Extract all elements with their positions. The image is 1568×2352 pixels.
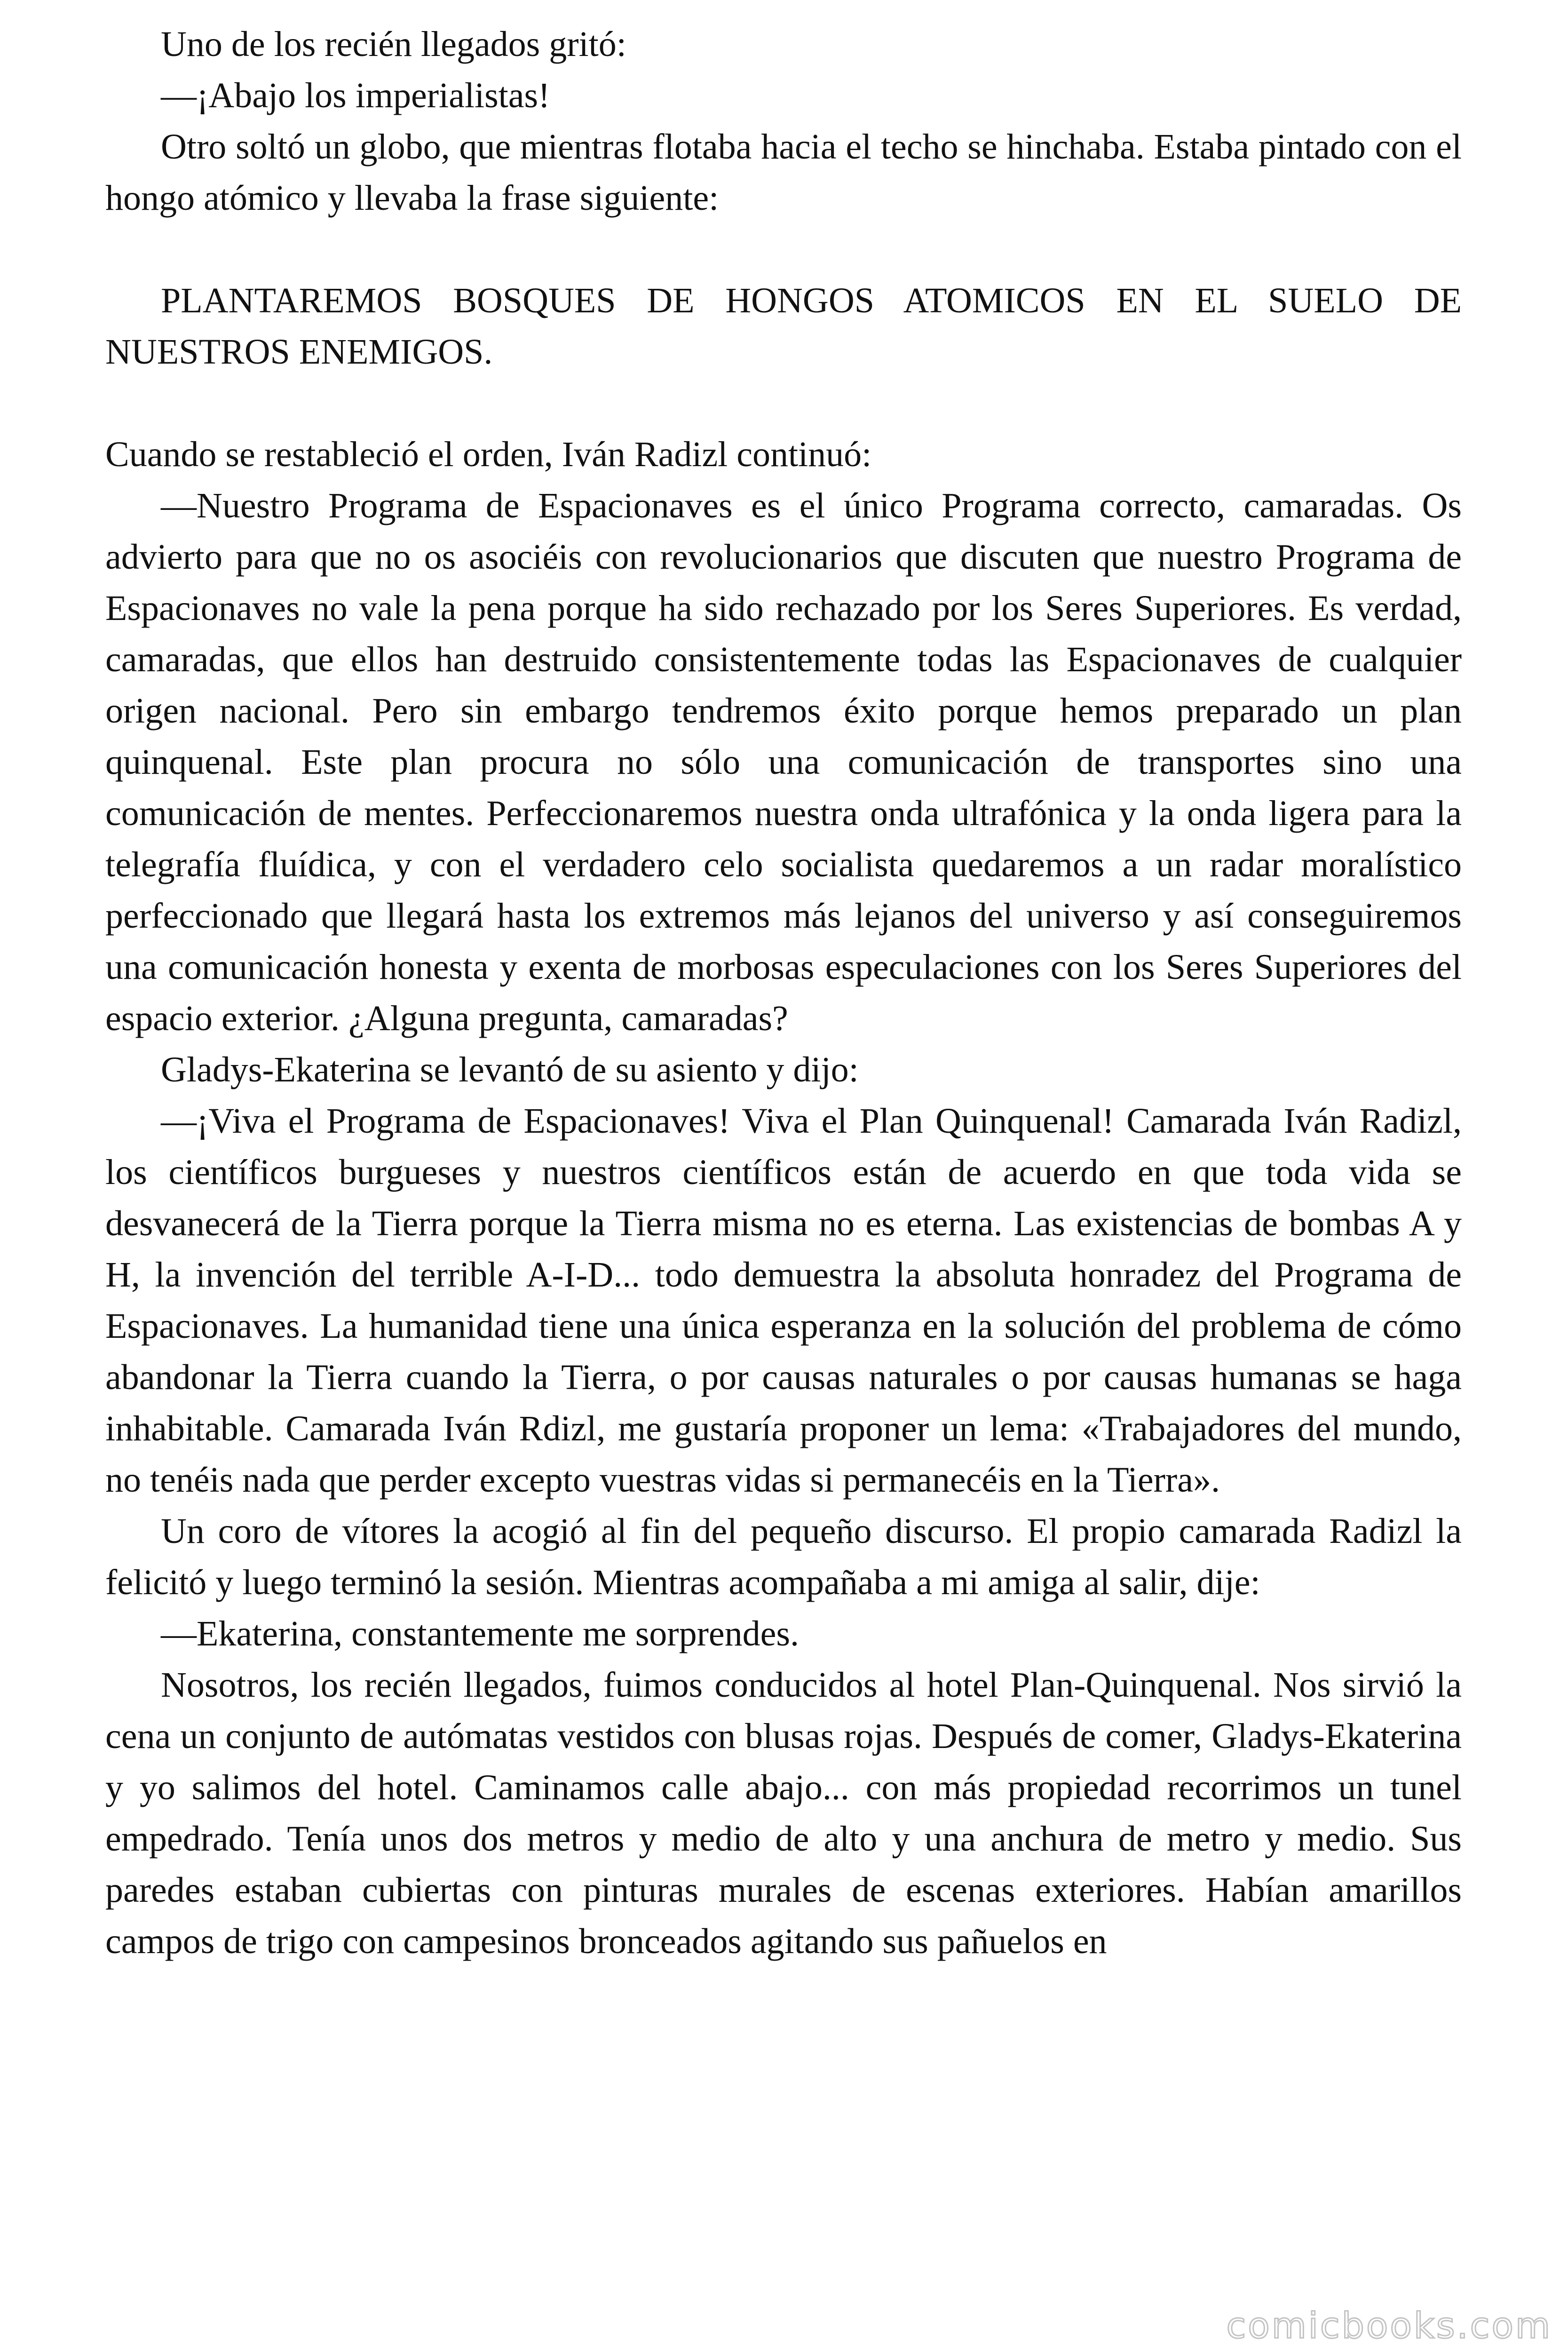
paragraph-hotel: Nosotros, los recién llegados, fuimos conducidos al hotel Plan-Quinquenal. Nos sirvió la cena un conjunto de autómatas vestidos con blusas rojas. Después de comer, Gladys-Ekaterina y yo salimos del hotel. Caminamos calle abajo... con más propiedad recorrimos un tunel empedrado. Tenía unos dos metros y medio de alto y una anchura de metro y medio. Sus paredes estaban cubiertas con pinturas murales de escenas exteriores. Habían amarillos campos de trigo con campesinos bronceados agitando sus pañuelos en bbox=[105, 1665, 1462, 1961]
paragraph-shout-intro: Uno de los recién llegados gritó: bbox=[161, 24, 626, 64]
paragraph-surprise: —Ekaterina, constantemente me sorprendes. bbox=[161, 1614, 799, 1653]
paragraph-gladys-stands: Gladys-Ekaterina se levantó de su asiento y dijo: bbox=[161, 1050, 859, 1089]
paragraph-cheers: Un coro de vítores la acogió al fin del pequeño discurso. El propio camarada Radizl la felicitó y luego terminó la sesión. Mientras acompañaba a mi amiga al salir, dije: bbox=[105, 1511, 1462, 1602]
book-page bbox=[105, 19, 1462, 1967]
balloon-slogan: PLANTAREMOS BOSQUES DE HONGOS ATOMICOS EN EL SUELO DE NUESTROS ENEMIGOS. bbox=[105, 281, 1462, 372]
site-watermark: comicbooks.com bbox=[1226, 2304, 1552, 2346]
paragraph-radizl-speech: —Nuestro Programa de Espacionaves es el único Programa correcto, camaradas. Os advierto para que no os asociéis con revolucionarios que discuten que nuestro Programa de Espacionaves no vale la pena porque ha sido rechazado por los Seres Superiores. Es verdad, camaradas, que ellos han destruido consistentemente todas las Espacionaves de cualquier origen nacional. Pero sin embargo tendremos éxito porque hemos preparado un plan quinquenal. Este plan procura no sólo una comunicación de transportes sino una comunicación de mentes. Perfeccionaremos nuestra onda ultrafónica y la onda ligera para la telegrafía fluídica, y con el verdadero celo socialista quedaremos a un radar moralístico perfeccionado que llegará hasta los extremos más lejanos del universo y así conseguiremos una comunicación honesta y exenta de morbosas especulaciones con los Seres Superiores del espacio exterior. ¿Alguna pregunta, camaradas? bbox=[105, 486, 1462, 1038]
paragraph-gladys-speech: —¡Viva el Programa de Espacionaves! Viva el Plan Quinquenal! Camarada Iván Radizl, los científicos burgueses y nuestros científicos están de acuerdo en que toda vida se desvanecerá de la Tierra porque la Tierra misma no es eterna. Las existencias de bombas A y H, la invención del terrible A-I-D... todo demuestra la absoluta honradez del Programa de Espacionaves. La humanidad tiene una única esperanza en la solución del problema de cómo abandonar la Tierra cuando la Tierra, o por causas naturales o por causas humanas se haga inhabitable. Camarada Iván Rdizl, me gustaría proponer un lema: «Trabajadores del mundo, no tenéis nada que perder excepto vuestras vidas si permanecéis en la Tierra». bbox=[105, 1101, 1462, 1500]
paragraph-balloon: Otro soltó un globo, que mientras flotaba hacia el techo se hinchaba. Estaba pintado con el hongo atómico y llevaba la frase siguiente: bbox=[105, 127, 1462, 218]
paragraph-shout: —¡Abajo los imperialistas! bbox=[161, 76, 550, 115]
paragraph-order-restored: Cuando se restableció el orden, Iván Radizl continuó: bbox=[105, 435, 872, 474]
